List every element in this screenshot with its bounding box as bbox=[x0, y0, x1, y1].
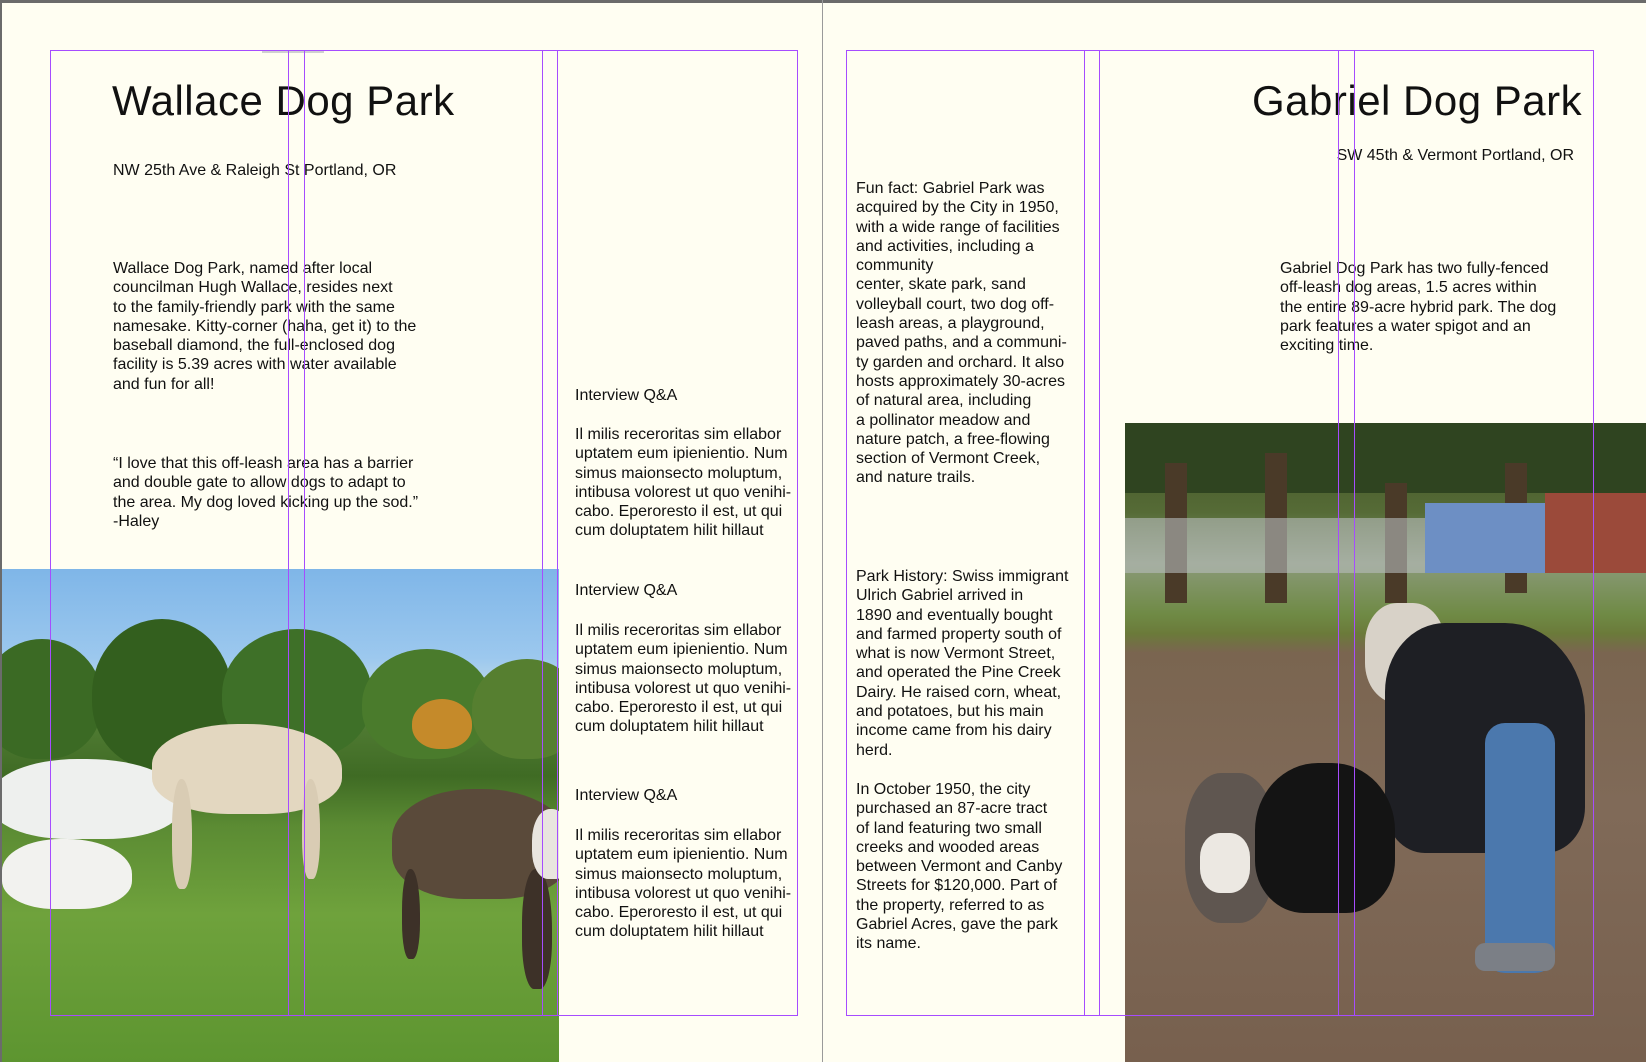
right-gutter-guide bbox=[1084, 50, 1100, 1016]
window-top-border bbox=[0, 0, 1646, 3]
qa-heading-1: Interview Q&A bbox=[575, 387, 678, 404]
qa-heading-3: Interview Q&A bbox=[575, 787, 678, 804]
qa-body-1: Il milis receroritas sim ellabor uptatem eum ipienientio. Num simus maionsecto moluptum, intibusa volorest ut quo venihi- cabo. Eperoresto il est, ut qui cum doluptatem hilit hillaut bbox=[575, 426, 792, 540]
wallace-quote: “I love that this off-leash area has a barrier and double gate to allow dogs to adapt to the area. My dog loved kicking up the sod.” -Haley bbox=[113, 455, 419, 530]
gabriel-history: Park History: Swiss immigrant Ulrich Gabriel arrived in 1890 and eventually bought and farmed property south of what is now Vermont Street, and operated the Pine Creek Dairy. He raised corn, wheat, and potatoes, but his main income came from his dairy herd. bbox=[856, 568, 1069, 759]
guide-tab-marker bbox=[262, 50, 324, 53]
gabriel-intro: Gabriel Dog Park has two fully-fenced off-leash dog areas, 1.5 acres within the entire 89-acre hybrid park. The dog park features a water spigot and an exciting time. bbox=[1280, 260, 1557, 355]
gabriel-history-2: In October 1950, the city purchased an 87-acre tract of land featuring two small creeks and wooded areas between Vermont and Canby Streets for $120,000. Part of the property, referred to as Gabriel Acres, gave the park its name. bbox=[856, 781, 1063, 953]
gabriel-address: SW 45th & Vermont Portland, OR bbox=[1336, 147, 1574, 164]
wallace-title: Wallace Dog Park bbox=[112, 77, 455, 124]
wallace-address: NW 25th Ave & Raleigh St Portland, OR bbox=[113, 162, 397, 179]
gabriel-fun-fact: Fun fact: Gabriel Park was acquired by the City in 1950, with a wide range of facilities and activities, including a community center, skate park, sand volleyball court, two dog off- leash areas, a playground, paved paths, and a communi- ty garden and orchard. It also hosts approximately 30-acres of natural area, including a pollinator meadow and nature patch, a free-flowing section of Vermont Creek, and nature trails. bbox=[856, 180, 1067, 487]
page-spine bbox=[822, 0, 823, 1062]
gabriel-park-dogs-photo bbox=[1125, 423, 1646, 1062]
gabriel-title: Gabriel Dog Park bbox=[1252, 77, 1583, 124]
wallace-park-dogs-photo bbox=[2, 569, 559, 1062]
qa-heading-2: Interview Q&A bbox=[575, 582, 678, 599]
qa-body-2: Il milis receroritas sim ellabor uptatem eum ipienientio. Num simus maionsecto moluptum, intibusa volorest ut quo venihi- cabo. Eperoresto il est, ut qui cum doluptatem hilit hillaut bbox=[575, 622, 792, 736]
wallace-intro: Wallace Dog Park, named after local councilman Hugh Wallace, resides next to the family-friendly park with the same namesake. Kitty-corner (haha, get it) to the baseball diamond, the full-enclosed dog facility is 5.39 acres with water available and fun for all! bbox=[113, 260, 417, 393]
qa-body-3: Il milis receroritas sim ellabor uptatem eum ipienientio. Num simus maionsecto moluptum, intibusa volorest ut quo venihi- cabo. Eperoresto il est, ut qui cum doluptatem hilit hillaut bbox=[575, 827, 792, 941]
